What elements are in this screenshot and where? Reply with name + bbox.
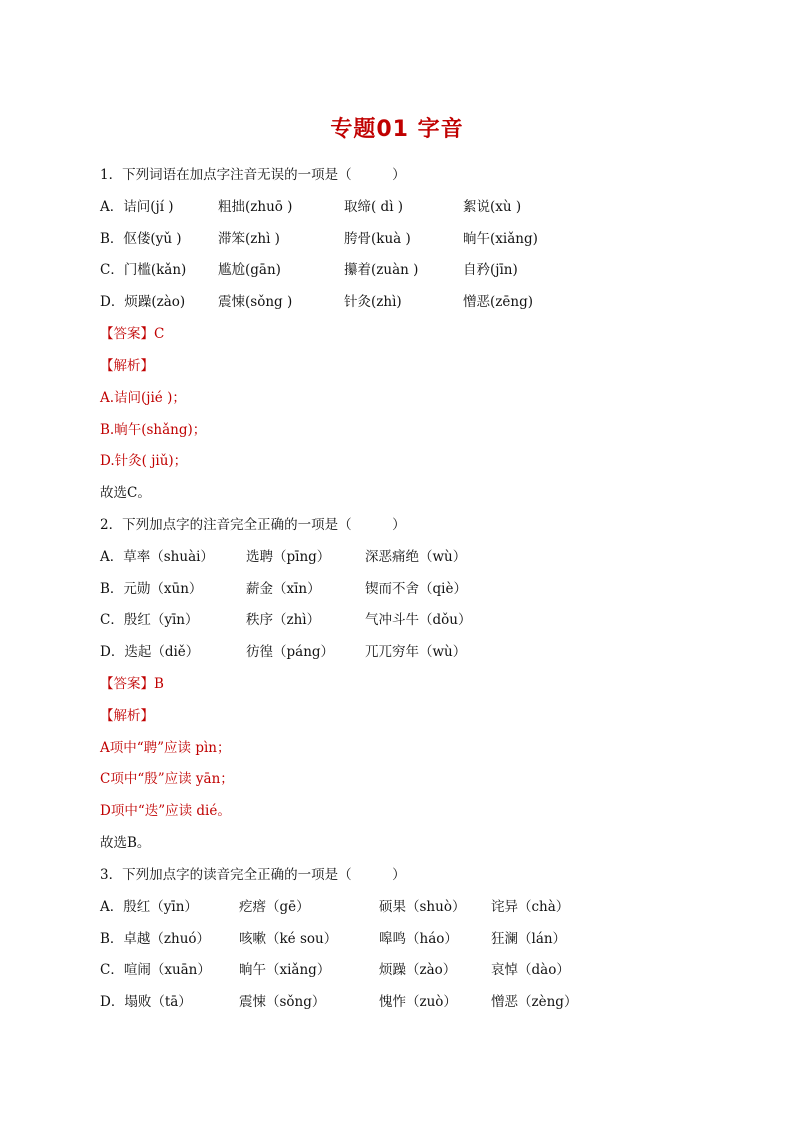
q1-answer	[100, 324, 164, 344]
q1-analysis-3: D.针灸( jiǔ)；	[100, 453, 188, 469]
q1-b-3: 胯骨(kuà )	[344, 231, 411, 247]
q3-b-1: B．卓越（zhuó）	[100, 931, 211, 947]
q2-answer	[100, 674, 164, 694]
q3-b-2: 咳嗽（ké sou）	[239, 931, 338, 947]
q1-c-1: C．门槛(kǎn)	[100, 262, 187, 278]
q1-a-3: 取缔( dì )	[344, 199, 404, 215]
question-3-stem: 3．下列加点字的读音完全正确的一项是（ ）	[100, 867, 406, 883]
q1-analysis-1: A.诘问(jié )；	[100, 390, 186, 406]
answer-tag: 【答案】	[100, 326, 154, 342]
q3-c-3: 烦躁（zào）	[379, 962, 457, 978]
q1-d-4: 憎恶(zēng)	[463, 294, 533, 310]
q3-d-3: 愧怍（zuò）	[379, 994, 457, 1010]
page-title: 专题01 字音	[330, 117, 464, 142]
q3-d-1: D．塌败（tā）	[100, 994, 192, 1010]
question-1-stem: 1．下列词语在加点字注音无误的一项是（ ）	[100, 167, 406, 183]
q1-d-2: 震悚(sǒng )	[218, 294, 293, 310]
q2-b-3: 锲而不舍（qiè）	[365, 581, 467, 597]
q2-a-3: 深恶痛绝（wù）	[365, 549, 467, 565]
q2-analysis-3: D项中“迭”应读 dié。	[100, 803, 231, 819]
q2-analysis-tag: 【解析】	[100, 708, 154, 724]
q3-a-3: 硕果（shuò）	[379, 899, 466, 915]
q2-d-3: 兀兀穷年（wù）	[365, 644, 467, 660]
q2-conclusion: 故选B。	[100, 835, 151, 851]
q3-b-4: 狂澜（lán）	[491, 931, 567, 947]
q2-a-2: 选聘（pīng）	[246, 549, 331, 565]
q3-b-3: 嗥鸣（háo）	[379, 931, 458, 947]
q1-a-1: A．诘问(jí )	[100, 199, 174, 215]
q1-c-3: 攥着(zuàn )	[344, 262, 419, 278]
q3-a-4: 诧异（chà）	[491, 899, 570, 915]
answer-value: B	[154, 676, 164, 692]
answer-value: C	[154, 326, 165, 342]
q2-analysis-1: A项中“聘”应读 pìn；	[100, 740, 231, 756]
q2-a-1: A．草率（shuài）	[100, 549, 214, 565]
q1-a-4: 絮说(xù )	[463, 199, 522, 215]
q3-c-1: C．喧闹（xuān）	[100, 962, 211, 978]
q1-a-2: 粗拙(zhuō )	[218, 199, 293, 215]
q2-d-1: D．迭起（diě）	[100, 644, 200, 660]
q3-a-1: A．殷红（yīn）	[100, 899, 198, 915]
q1-conclusion: 故选C。	[100, 485, 151, 501]
q2-d-2: 彷徨（páng）	[246, 644, 335, 660]
q2-c-1: C．殷红（yīn）	[100, 612, 199, 628]
q2-c-2: 秩序（zhì）	[246, 612, 321, 628]
q1-d-1: D．烦躁(zào)	[100, 294, 186, 310]
q2-b-2: 薪金（xīn）	[246, 581, 321, 597]
q1-b-2: 滞笨(zhì )	[218, 231, 280, 247]
q1-b-1: B．伛偻(yǔ )	[100, 231, 182, 247]
q2-analysis-2: C项中“殷”应读 yān；	[100, 771, 234, 787]
q1-b-4: 晌午(xiǎng)	[463, 231, 538, 247]
q3-a-2: 疙瘩（gē）	[239, 899, 310, 915]
q3-c-4: 哀悼（dào）	[491, 962, 570, 978]
q3-c-2: 晌午（xiǎng）	[239, 962, 331, 978]
q2-b-1: B．元勋（xūn）	[100, 581, 203, 597]
q1-d-3: 针灸(zhì)	[344, 294, 402, 310]
q3-d-2: 震悚（sǒng）	[239, 994, 326, 1010]
q1-c-2: 尴尬(gān)	[218, 262, 281, 278]
q1-analysis-2: B.晌午(shǎng)；	[100, 422, 207, 438]
question-2-stem: 2．下列加点字的注音完全正确的一项是（ ）	[100, 517, 406, 533]
q3-d-4: 憎恶（zèng）	[491, 994, 578, 1010]
q1-c-4: 自矜(jīn)	[463, 262, 518, 278]
q2-c-3: 气冲斗牛（dǒu）	[365, 612, 472, 628]
q1-analysis-tag: 【解析】	[100, 358, 154, 374]
answer-tag: 【答案】	[100, 676, 154, 692]
